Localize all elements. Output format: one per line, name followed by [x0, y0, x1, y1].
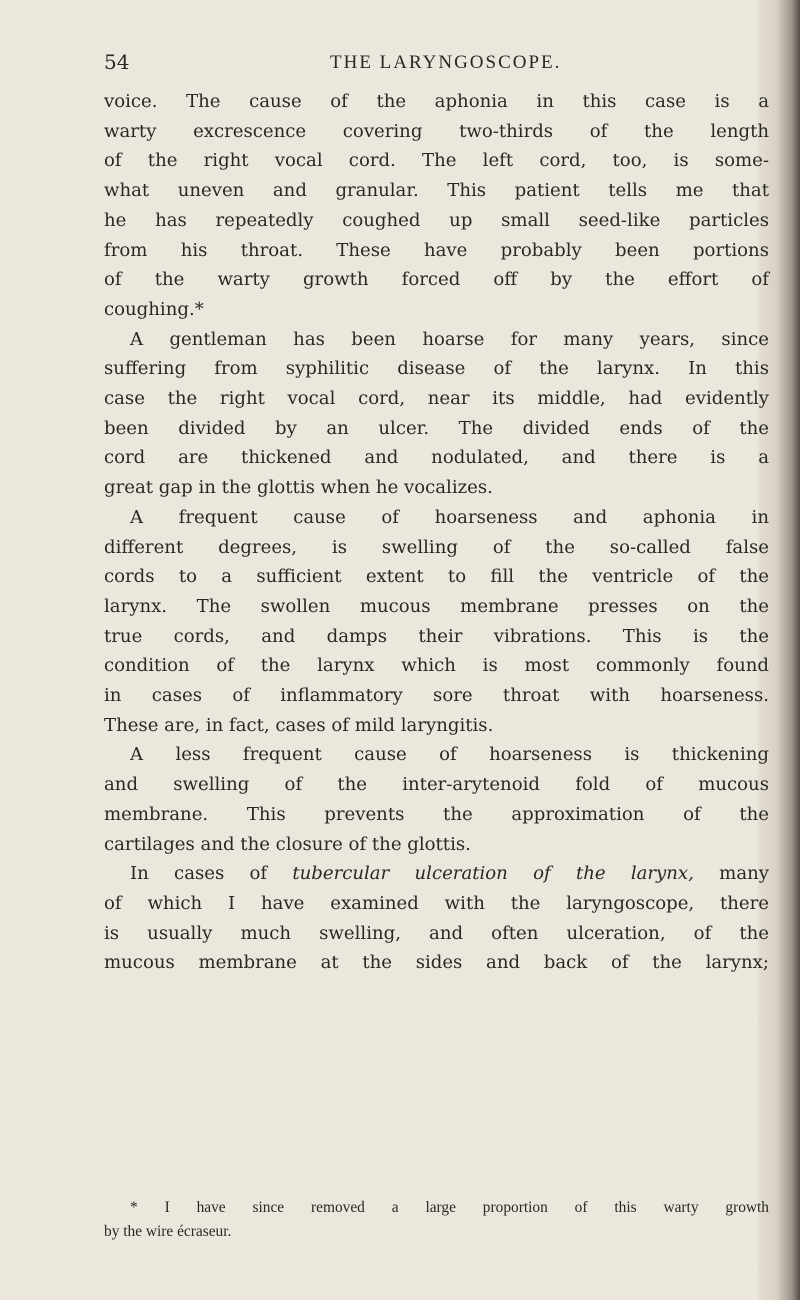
- text-line: of which I have examined with the laryngoscope, there: [104, 892, 769, 914]
- text-line: coughing.*: [104, 298, 204, 320]
- text-segment: In cases of: [130, 863, 293, 885]
- text-line: great gap in the glottis when he vocalizes.: [104, 477, 493, 499]
- text-line: been divided by an ulcer. The divided ends of the: [104, 417, 769, 439]
- text-line: of the right vocal cord. The left cord, too, is some-: [104, 150, 769, 172]
- text-line: true cords, and damps their vibrations. This is the: [104, 625, 769, 647]
- text-line: from his throat. These have probably been portions: [104, 239, 769, 261]
- text-line: warty excrescence covering two-thirds of the length: [104, 120, 769, 142]
- text-line: of the warty growth forced off by the effort of: [104, 269, 769, 291]
- text-line: A less frequent cause of hoarseness is thickening: [130, 744, 769, 766]
- text-line: These are, in fact, cases of mild laryngitis.: [104, 714, 494, 736]
- text-line: A gentleman has been hoarse for many years, since: [130, 328, 769, 350]
- text-line: larynx. The swollen mucous membrane presses on the: [104, 595, 769, 617]
- text-line-with-italic: [104, 859, 769, 889]
- footnote-line: by the wire écraseur.: [104, 1223, 232, 1240]
- text-line: what uneven and granular. This patient tells me that: [104, 180, 769, 202]
- body-text: [104, 87, 769, 978]
- footnote-line: * I have since removed a large proportion of this warty growth: [130, 1199, 769, 1216]
- text-line: condition of the larynx which is most commonly found: [104, 655, 769, 677]
- text-line: membrane. This prevents the approximation of the: [104, 803, 769, 825]
- text-line: in cases of inflammatory sore throat with hoarseness.: [104, 685, 769, 707]
- text-line: he has repeatedly coughed up small seed-like particles: [104, 209, 769, 231]
- text-line: and swelling of the inter-arytenoid fold of mucous: [104, 774, 769, 796]
- text-line: different degrees, is swelling of the so-called false: [104, 536, 769, 558]
- text-line: mucous membrane at the sides and back of the larynx;: [104, 952, 769, 974]
- text-line: case the right vocal cord, near its middle, had evidently: [104, 388, 769, 410]
- text-line: cords to a sufficient extent to fill the ventricle of the: [104, 566, 769, 588]
- text-line: voice. The cause of the aphonia in this case is a: [104, 91, 769, 112]
- text-line: cartilages and the closure of the glottis.: [104, 833, 471, 855]
- text-line: cord are thickened and nodulated, and there is a: [104, 447, 769, 469]
- footnote: [104, 1196, 769, 1244]
- running-head: THE LARYNGOSCOPE.: [330, 52, 562, 73]
- text-line: A frequent cause of hoarseness and aphonia in: [130, 506, 769, 528]
- text-line: suffering from syphilitic disease of the larynx. In this: [104, 358, 769, 380]
- page-number: 54: [104, 50, 130, 74]
- italic-phrase: tubercular ulceration of the larynx,: [292, 863, 694, 885]
- text-line: is usually much swelling, and often ulceration, of the: [104, 922, 769, 944]
- text-segment: many: [693, 863, 769, 885]
